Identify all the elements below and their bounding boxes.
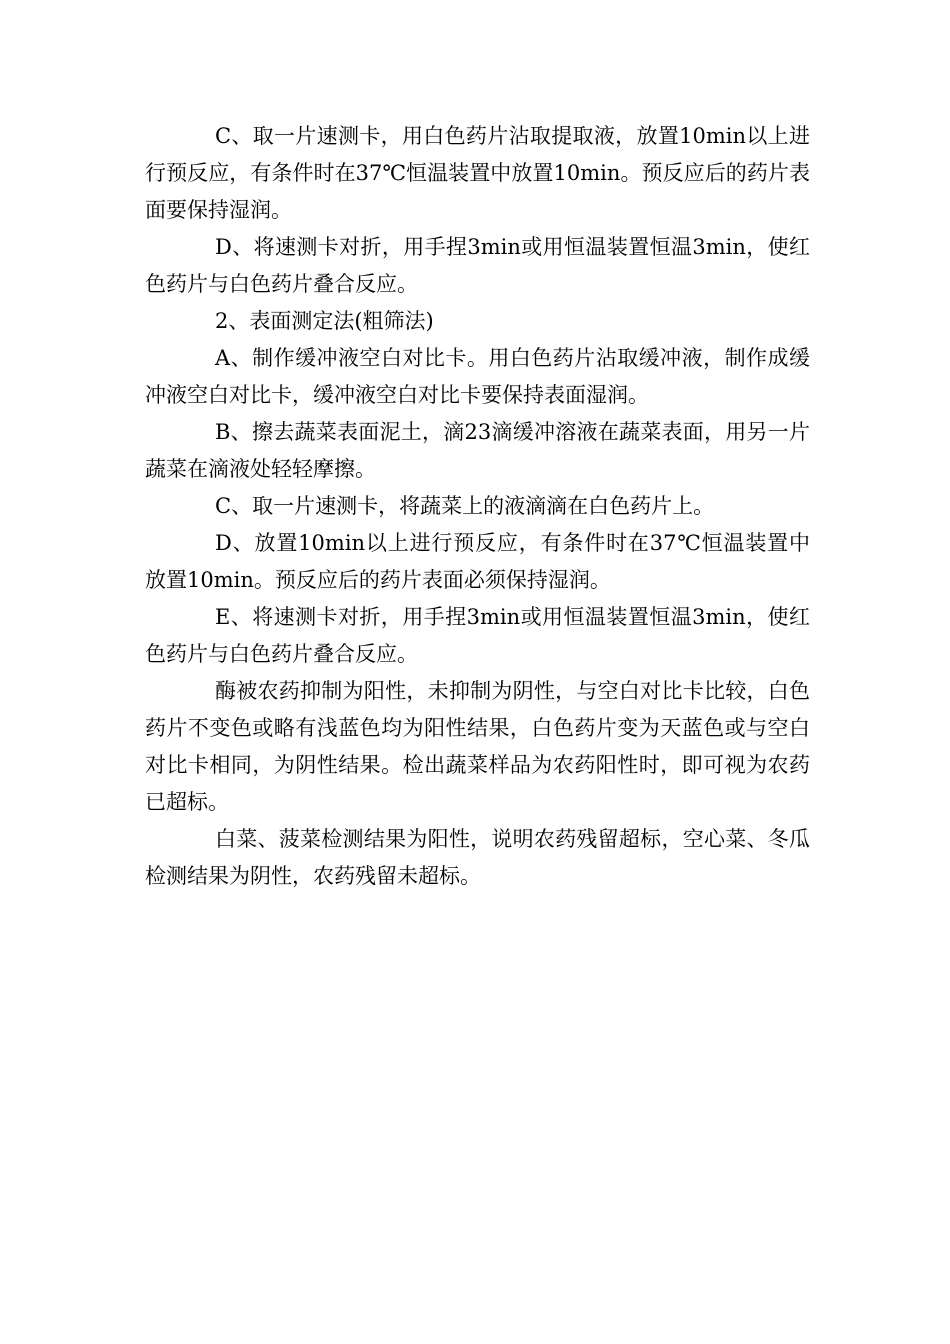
section-heading-surface-method: 2、表面测定法(粗筛法) <box>215 309 434 333</box>
paragraph-step-c-preincubation: C、取一片速测卡，用白色药片沾取提取液，放置10min以上进行预反应，有条件时在37℃恒温装置中放置10min。预反应后的药片表面要保持湿润。 <box>145 124 810 222</box>
paragraph-step-d-fold-card: D、将速测卡对折，用手捏3min或用恒温装置恒温3min，使红色药片与白色药片叠合反应。 <box>145 235 810 296</box>
paragraph-test-conclusion: 白菜、菠菜检测结果为阳性，说明农药残留超标，空心菜、冬瓜检测结果为阴性，农药残留未超标。 <box>145 827 810 888</box>
paragraph-result-interpretation: 酶被农药抑制为阳性，未抑制为阴性，与空白对比卡比较，白色药片不变色或略有浅蓝色均为阳性结果，白色药片变为天蓝色或与空白对比卡相同，为阴性结果。检出蔬菜样品为农药阳性时，即可视为农药已超标。 <box>145 679 810 814</box>
document-body <box>145 118 810 895</box>
paragraph-step-b-wipe-vegetable: B、擦去蔬菜表面泥土，滴23滴缓冲溶液在蔬菜表面，用另一片蔬菜在滴液处轻轻摩擦。 <box>145 420 810 481</box>
paragraph-step-a-blank-card: A、制作缓冲液空白对比卡。用白色药片沾取缓冲液，制作成缓冲液空白对比卡，缓冲液空白对比卡要保持表面湿润。 <box>145 346 810 407</box>
paragraph-step-d-preincubation: D、放置10min以上进行预反应，有条件时在37℃恒温装置中放置10min。预反应后的药片表面必须保持湿润。 <box>145 531 810 592</box>
paragraph-step-c-drop-liquid: C、取一片速测卡，将蔬菜上的液滴滴在白色药片上。 <box>215 494 715 518</box>
paragraph-step-e-fold-card: E、将速测卡对折，用手捏3min或用恒温装置恒温3min，使红色药片与白色药片叠合反应。 <box>145 605 810 666</box>
